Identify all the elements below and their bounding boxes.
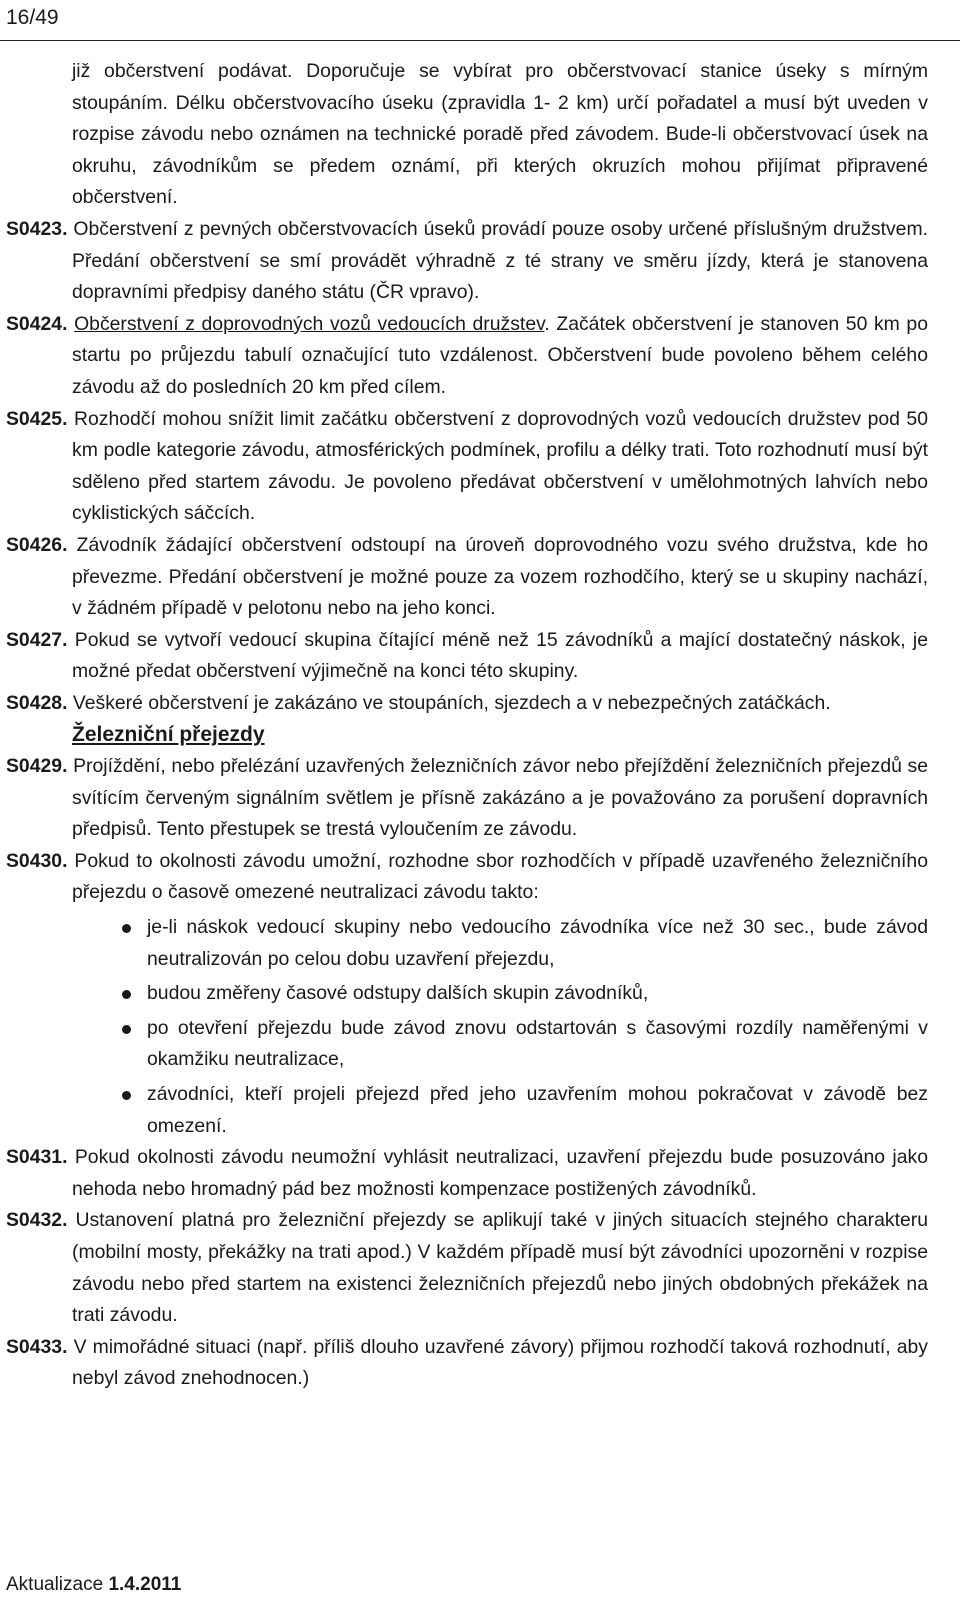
list-item-text: je-li náskok vedoucí skupiny nebo vedoucího závodníka více než 30 sec., bude závod neutralizován po celou dobu uzavření přejezdu, bbox=[147, 916, 928, 970]
list-item bbox=[122, 912, 928, 975]
page-number: 16/49 bbox=[6, 6, 59, 29]
rule-s0423 bbox=[6, 214, 928, 309]
list-item-text: závodníci, kteří projeli přejezd před jeho uzavřením mohou pokračovat v závodě bez omezení. bbox=[147, 1083, 928, 1137]
rule-s0428 bbox=[6, 688, 928, 720]
intro-paragraph: již občerstvení podávat. Doporučuje se vybírat pro občerstvovací stanice úseky s mírným stoupáním. Délku občerstvovacího úseku (zpravidla 1- 2 km) určí pořadatel a musí být uveden v rozpise závodu nebo oznámen na technické poradě před závodem. Bude-li občerstvovací úsek na okruhu, závodníkům se předem oznámí, při kterých okruzích mohou přijímat připravené občerstvení. bbox=[72, 60, 928, 209]
rule-s0427 bbox=[6, 625, 928, 688]
bullet-icon bbox=[122, 1025, 131, 1034]
rule-text: Rozhodčí mohou snížit limit začátku občerstvení z doprovodných vozů vedoucích družstev pod 50 km podle kategorie závodu, atmosférických podmínek, profilu a délky trati. Toto rozhodnutí musí být sděleno před startem závodu. Je povoleno předávat občerstvení v umělohmotných lahvích nebo cyklistických sáčcích. bbox=[72, 407, 928, 525]
page-footer bbox=[6, 1574, 181, 1596]
rule-text: V mimořádné situaci (např. příliš dlouho uzavřené závory) přijmou rozhodčí taková rozhodnutí, aby nebyl závod znehodnocen.) bbox=[72, 1335, 929, 1390]
rule-s0432 bbox=[6, 1205, 928, 1331]
rule-s0433 bbox=[6, 1332, 928, 1395]
rule-id: S0426. bbox=[6, 533, 68, 556]
rule-s0430 bbox=[6, 846, 928, 909]
section-title: Železniční přejezdy bbox=[72, 723, 265, 747]
rule-id: S0430. bbox=[6, 849, 68, 872]
rule-underlined-heading: Občerstvení z doprovodných vozů vedoucích družstev bbox=[74, 312, 545, 335]
rule-id: S0429. bbox=[6, 755, 68, 778]
list-item bbox=[122, 978, 928, 1010]
rule-text: Ustanovení platná pro železniční přejezdy se aplikují také v jiných situacích stejného charakteru (mobilní mosty, překážky na trati apod.) V každém případě musí být závodníci upozorněni v rozpise závodu nebo před startem na existenci železničních přejezdů nebo jiných obdobných překážek na trati závodu. bbox=[72, 1209, 928, 1327]
rule-text: Projíždění, nebo přelézání uzavřených železničních závor nebo přejíždění železničních přejezdů se svítícím červeným signálním světlem je přísně zakázáno a je považováno za porušení dopravních předpisů. Tento přestupek se trestá vyloučením ze závodu. bbox=[72, 755, 928, 841]
rule-id: S0431. bbox=[6, 1146, 68, 1169]
list-item bbox=[122, 1013, 928, 1076]
rule-text: Veškeré občerstvení je zakázáno ve stoupáních, sjezdech a v nebezpečných zatáčkách. bbox=[72, 691, 831, 714]
footer-label: Aktualizace bbox=[6, 1574, 104, 1595]
rule-id: S0423. bbox=[6, 217, 68, 240]
list-item-text: po otevření přejezdu bude závod znovu odstartován s časovými rozdíly naměřenými v okamžiku neutralizace, bbox=[147, 1016, 928, 1071]
bullet-icon bbox=[122, 1091, 131, 1100]
rule-s0430-bullet-list bbox=[72, 912, 928, 1142]
rule-id: S0433. bbox=[6, 1335, 68, 1358]
list-item-text: budou změřeny časové odstupy dalších skupin závodníků, bbox=[147, 982, 649, 1005]
rule-text: Pokud okolnosti závodu neumožní vyhlásit neutralizaci, uzavření přejezdu bude posuzováno jako nehoda nebo hromadný pád bez možnosti kompenzace postižených závodníků. bbox=[72, 1146, 929, 1200]
rule-s0425 bbox=[6, 404, 928, 530]
rule-id: S0432. bbox=[6, 1209, 68, 1232]
rule-text: Závodník žádající občerstvení odstoupí na úroveň doprovodného vozu svého družstva, kde ho převezme. Předání občerstvení je možné pouze za vozem rozhodčího, který se u skupiny nachází, v žádném případě v pelotonu nebo na jeho konci. bbox=[72, 533, 929, 620]
rule-text: Občerstvení z pevných občerstvovacích úseků provádí pouze osoby určené příslušným družstvem. Předání občerstvení se smí provádět výhradně z té strany ve směru jízdy, která je stanovena dopravními předpisy daného státu (ČR vpravo). bbox=[72, 217, 928, 304]
footer-date: 1.4.2011 bbox=[108, 1574, 182, 1595]
rule-s0429 bbox=[6, 751, 928, 846]
rule-id: S0424. bbox=[6, 312, 68, 335]
page-header bbox=[0, 0, 960, 41]
rule-s0426 bbox=[6, 530, 928, 625]
rule-s0431 bbox=[6, 1142, 928, 1205]
rule-text: . Začátek občerstvení je stanoven 50 km po startu po průjezdu tabulí označující tuto vzdálenost. Občerstvení bude povoleno během celého závodu až do posledních 20 km před cílem. bbox=[72, 312, 928, 398]
rule-text: Pokud to okolnosti závodu umožní, rozhodne sbor rozhodčích v případě uzavřeného železničního přejezdu o časově omezené neutralizaci závodu takto: bbox=[72, 849, 929, 904]
rule-text: Pokud se vytvoří vedoucí skupina čítající méně než 15 závodníků a mající dostatečný náskok, je možné předat občerstvení výjimečně na konci této skupiny. bbox=[72, 628, 929, 683]
bullet-icon bbox=[122, 990, 131, 999]
list-item bbox=[122, 1079, 928, 1142]
rule-id: S0427. bbox=[6, 628, 68, 651]
bullet-icon bbox=[122, 924, 131, 933]
rule-id: S0428. bbox=[6, 691, 68, 714]
rule-s0424 bbox=[6, 309, 928, 404]
rule-id: S0425. bbox=[6, 407, 68, 430]
document-body bbox=[6, 56, 929, 1395]
